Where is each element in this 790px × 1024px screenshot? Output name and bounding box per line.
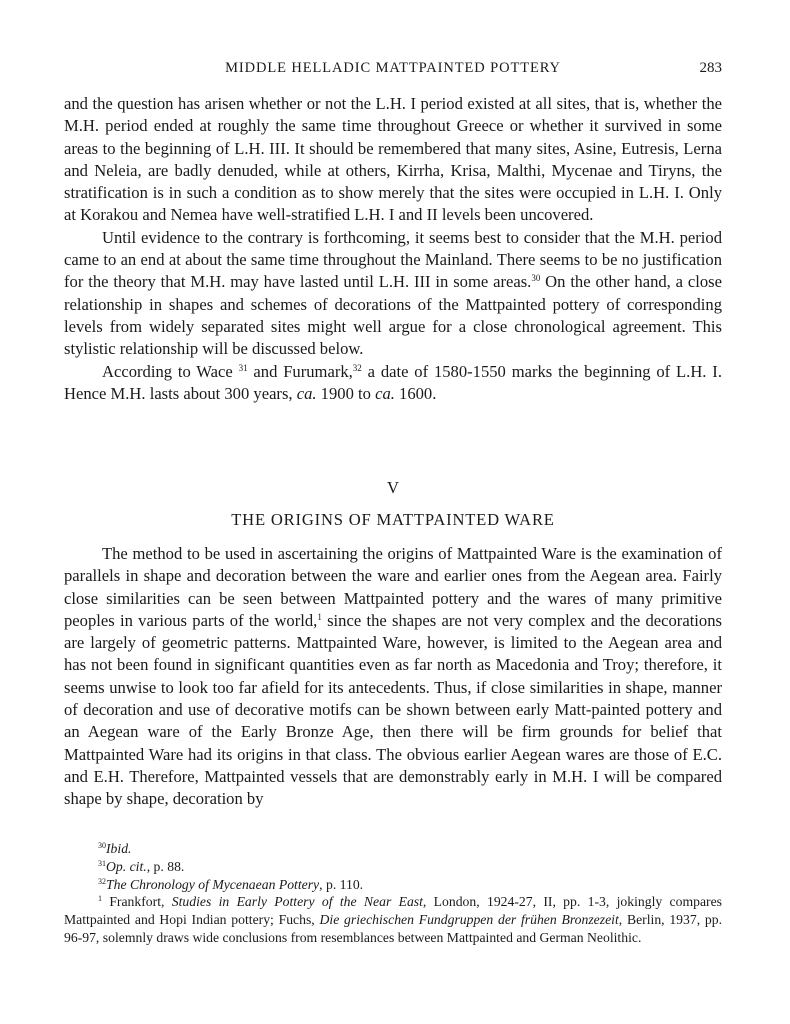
footnotes bbox=[64, 840, 722, 947]
paragraph-1: and the question has arisen whether or not the L.H. I period existed at all sites, that is, whether the M.H. period ended at roughly the same time throughout Greece or whether it survived in some areas to the beginning of L.H. III. It should be remembered that many sites, Asine, Eutresis, Lerna and Neleia, are badly denuded, while at others, Kirrha, Krisa, Malthi, Mycenae and Tiryns, the stratification is in such a condition as to show merely that the sites were occupied in L.H. I. Only at Korakou and Nemea have well-stratified L.H. I and II levels been uncovered. bbox=[64, 94, 722, 225]
footnote-32: $^{32}$The Chronology of Mycenaean Pottery, p. 110. bbox=[98, 876, 364, 892]
footnote-31: $^{31}$Op. cit., p. 88. bbox=[98, 858, 185, 874]
page-header bbox=[64, 60, 722, 82]
section-number: V bbox=[387, 478, 399, 497]
footnote-ref-32: 32 bbox=[352, 362, 362, 373]
paragraph-3: According to Wace $^{31}$ and Furumark,$^{32}$ a date of 1580-1550 marks the beginning of L.H. I. Hence M.H. lasts about 300 years, ca. 1900 to ca. 1600. bbox=[64, 361, 722, 403]
paragraph-2: Until evidence to the contrary is forthcoming, it seems best to consider that the M.H. period came to an end at about the same time throughout the Mainland. There seems to be no justification for the theory that M.H. may have lasted until L.H. III in some areas.$^{30}$ On the other hand, a close relationship in shapes and schemes of decorations of the Mattpainted pottery of corresponding levels from widely separated sites might well argue for a close chronological agreement. This stylistic relationship will be discussed below. bbox=[64, 227, 722, 359]
running-head: MIDDLE HELLADIC MATTPAINTED POTTERY bbox=[225, 60, 561, 76]
footnote-1: $^1$ Frankfort, Studies in Early Pottery of the Near East, London, 1924-27, II, pp. 1-3, jokingly compares Mattpainted and Hopi Indian pottery; Fuchs, Die griechischen Fundgruppen der frühen Bronzezeit, Berlin, 1937, pp. 96-97, solemnly draws wide conclusions from resemblances between Mattpainted and German Neolithic. bbox=[64, 894, 723, 945]
page-number: 283 bbox=[699, 60, 722, 76]
footnote-ref-31: 31 bbox=[238, 362, 248, 373]
section-text bbox=[64, 543, 722, 811]
section-paragraph-1: The method to be used in ascertaining the origins of Mattpainted Ware is the examination of parallels in shape and decoration between the ware and earlier ones from the Aegean area. Fairly close similarities can be seen between Mattpainted pottery and the wares of many primitive peoples in various parts of the world,$^1$ since the shapes are not very complex and the decorations are largely of geometric patterns. Mattpainted Ware, however, is limited to the Aegean area and has not been found in significant quantities even as far north as Macedonia and Troy; therefore, it seems unwise to look too far afield for its antecedents. Thus, if close similarities in shape, manner of decoration and use of decorative motifs can be shown between early Matt-painted pottery and an Aegean ware of the Early Bronze Age, then there will be firm grounds for belief that Mattpainted Ware had its origins in that class. The obvious earlier Aegean wares are those of E.C. and E.H. Therefore, Mattpainted vessels that are demonstrably early in M.H. I will be compared shape by shape, decoration by bbox=[64, 544, 722, 809]
footnote-ref-1: 1 bbox=[317, 611, 322, 622]
body-text bbox=[64, 93, 722, 405]
footnote-30: $^{30}$Ibid. bbox=[98, 841, 132, 856]
footnote-ref-30: 30 bbox=[531, 273, 541, 284]
section-title: THE ORIGINS OF MATTPAINTED WARE bbox=[231, 510, 555, 529]
